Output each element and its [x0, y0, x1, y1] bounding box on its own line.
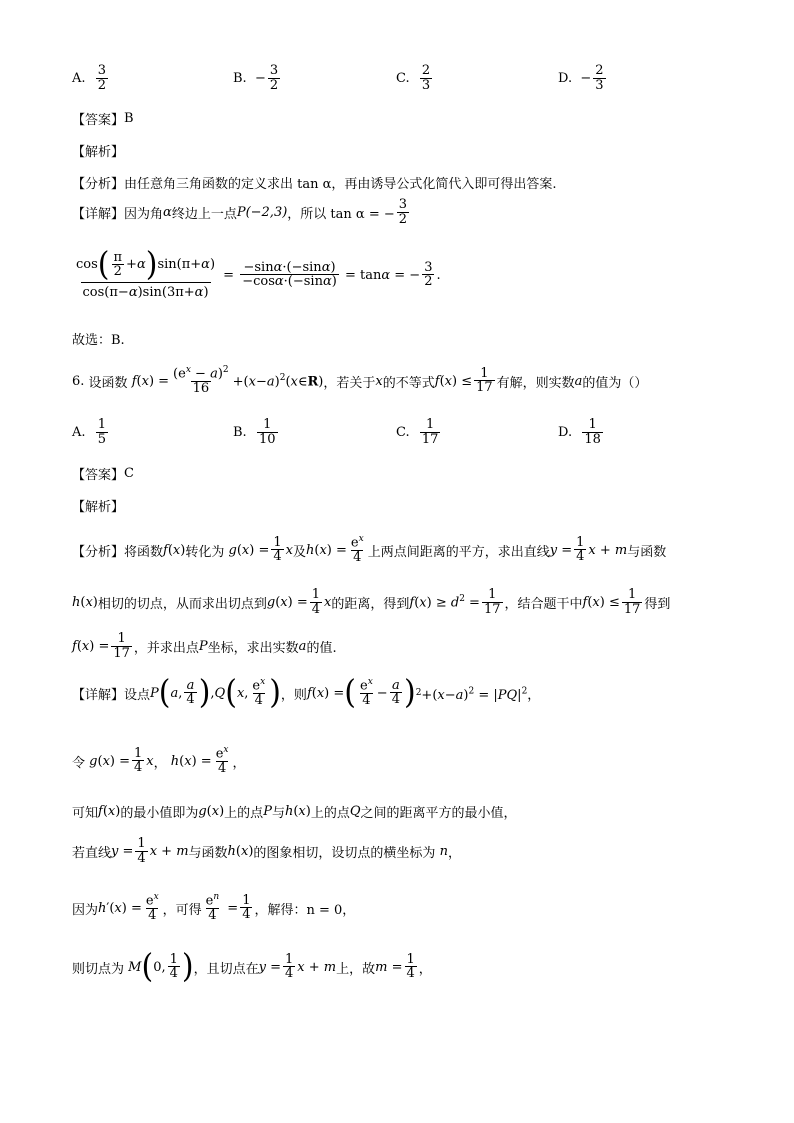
q6-option-a	[72, 418, 110, 447]
q6-ruo-line: 若直线 y = $\frac{1}{4}$ x + m 与函数 h ( x ) 的图象相切，设切点的横坐标为 n ，	[72, 836, 461, 866]
stem-text: 有解，则实数	[496, 375, 575, 391]
conclusion-text: 故选：B.	[72, 333, 125, 348]
ling-text: 令	[72, 755, 86, 771]
alpha-symbol: α	[163, 204, 172, 220]
kezhi-text: 上的点	[310, 806, 350, 821]
result-fraction: $\frac{3}{2}$	[424, 259, 433, 290]
q6-option-b	[233, 418, 280, 447]
ze-text: 则切点为	[72, 961, 125, 977]
fenxi-text: 由任意角三角函数的定义求出 tan α，再由诱导公式化简代入即可得出答案.	[124, 177, 557, 192]
q5-fenxi-line	[72, 173, 557, 192]
fenxi-text: 将函数	[124, 544, 164, 560]
option-letter: A.	[72, 70, 86, 86]
fenxi-text: 坐标，求出实数	[207, 640, 299, 656]
fenxi-text: 相切的切点，从而求出切点到	[97, 596, 267, 612]
function-fraction: $\frac{(e^x - a)^2}{16}$	[173, 365, 229, 396]
fenxi-text: ，结合题干中	[504, 596, 583, 612]
option-letter: B.	[233, 424, 247, 440]
q5-option-b	[233, 64, 282, 93]
fenxi-text: 及	[292, 544, 306, 560]
numerator: 1	[588, 417, 597, 432]
q5-xiangjie-line	[72, 198, 411, 227]
denominator: 17	[421, 431, 439, 447]
numerator: 1	[97, 417, 107, 432]
numerator: 1	[426, 417, 435, 432]
option-letter: B.	[233, 70, 247, 86]
denominator: 3	[421, 77, 431, 93]
option-fraction	[582, 418, 603, 447]
q5-conclusion	[72, 329, 125, 348]
denominator: 5	[97, 431, 107, 447]
answer-tag: 【答案】	[72, 468, 125, 483]
q5-option-d	[558, 64, 608, 93]
xiangjie-tag: 【详解】	[72, 206, 125, 222]
ruo-text: 与函数	[188, 845, 228, 861]
answer-tag: 【答案】	[72, 113, 125, 128]
ruo-text: 若直线	[72, 845, 112, 861]
fenxi-tag: 【分析】	[72, 177, 125, 192]
stem-text: 的值为（）	[582, 375, 648, 391]
fenxi-text: 上两点间距离的平方，求出直线	[367, 544, 550, 560]
ze-text: ，	[418, 961, 432, 977]
kezhi-text: 可知	[72, 806, 99, 821]
ze-text: 上，故	[336, 961, 376, 977]
option-fraction	[96, 64, 108, 93]
q6-option-c	[396, 418, 442, 447]
ruo-text: ，	[447, 845, 461, 861]
numerator: 3	[269, 63, 279, 78]
xiangjie-text: ，所以 tan α = −	[287, 206, 395, 222]
kezhi-text: 与	[271, 806, 285, 821]
option-letter: C.	[396, 70, 410, 86]
xiangjie-text: 因为角	[124, 206, 164, 222]
ruo-text: 的图象相切，设切点的横坐标为	[253, 845, 436, 861]
q6-ling-line: 令 g(x) = $\frac{1}{4}$ x ， h(x) = $\frac{e^x}{4}$ ，	[72, 745, 246, 776]
q5-option-c	[396, 64, 434, 93]
analysis-tag: 【解析】	[72, 500, 125, 515]
yinwei-text: ，可得	[162, 902, 202, 918]
q6-stem: 6. 设函数 f (x) = $\frac{(e^x - a)^2}{16}$ $+(x-a)^2(x\in R)$ ，若关于 x 的不等式 f(x) ≤ $\frac{1}{17}$ 有解，则实数 a 的值为（）	[72, 365, 648, 396]
mid-fraction: $\frac{-\sin\alpha\cdot(-\sin\alpha)}{-\cos\alpha\cdot(-\sin\alpha)}$	[242, 259, 337, 290]
q6-fenxi-line-1: 【分析】 将函数 f ( x ) 转化为 g(x) = $\frac{1}{4}$ x 及 h(x) = $\frac{e^x}{4}$ 上两点间距离的平方，求出直线 y = $\frac{1}{4}$ x + m 与函数	[72, 534, 667, 565]
stem-text: ，若关于	[323, 375, 376, 391]
fenxi-text: 的距离，得到	[331, 596, 410, 612]
option-fraction	[593, 64, 605, 93]
q5-equation: cos ( $\frac{\pi}{2}$ + α ) sin(π+ α ) cos(π−α)sin(3π+α) = $\frac{-\sin\alpha\cdot(-\sin\alpha)}{-\cos\alpha\cdot(-\sin\alpha)}$ = tanα = − $\frac{3}{2}$ .	[76, 245, 441, 300]
lhs-fraction: cos ( $\frac{\pi}{2}$ + α ) sin(π+ α ) cos(π−α)sin(3π+α)	[76, 245, 216, 300]
q6-ze-line: 则切点为 M ( 0, $\frac{1}{4}$ ) ，且切点在 y = $\frac{1}{4}$ x + m 上，故 m = $\frac{1}{4}$ ，	[72, 947, 432, 986]
q6-answer-line	[72, 464, 134, 483]
kezhi-text: 上的点	[224, 806, 264, 821]
yinwei-text: ，解得：	[254, 902, 307, 918]
option-letter: D.	[558, 424, 573, 440]
option-letter: D.	[558, 70, 573, 86]
q5-answer-line	[72, 109, 134, 128]
numerator: 1	[263, 417, 272, 432]
xiangjie-text: 终边上一点	[171, 206, 237, 222]
xiangjie-text: 设点	[124, 687, 151, 703]
q6-kezhi-line: 可知 f ( x ) 的最小值即为 g ( x ) 上的点 P 与 h ( x ) 上的点 Q 之间的距离平方的最小值，	[72, 804, 517, 821]
kezhi-text: 的最小值即为	[120, 806, 199, 821]
tan-fraction: $\frac{3}{2}$	[398, 197, 408, 227]
analysis-tag: 【解析】	[72, 145, 125, 160]
option-fraction	[420, 418, 441, 447]
kezhi-text: 之间的距离平方的最小值，	[360, 806, 517, 821]
fenxi-text: 的值.	[306, 640, 337, 656]
question-number: 6.	[72, 373, 85, 389]
xiangjie-text: ，则	[280, 687, 307, 703]
numerator: 2	[421, 63, 431, 78]
denominator: 3	[595, 77, 604, 93]
denominator: 2	[269, 77, 279, 93]
fenxi-text: 与函数	[627, 544, 667, 560]
option-letter: A.	[72, 424, 86, 440]
point-p: P(−2,3)	[236, 204, 288, 220]
inequality-fraction: $\frac{1}{17}$	[476, 365, 493, 396]
denominator: 2	[97, 77, 107, 93]
option-sign: −	[254, 70, 266, 86]
fenxi-tag: 【分析】	[72, 544, 125, 560]
q6-fenxi-line-2: h ( x ) 相切的切点，从而求出切点到 g(x) = $\frac{1}{4}$ x 的距离，得到 $f(x) \ge d^2$ = $\frac{1}{17}$ ，结合题干中 f(x) ≤ $\frac{1}{17}$ 得到	[72, 587, 671, 617]
fenxi-text: 得到	[644, 596, 671, 612]
numerator: 3	[97, 63, 107, 78]
denominator: 10	[258, 431, 276, 447]
option-letter: C.	[396, 424, 410, 440]
q6-yinwei-line: 因为 h′(x) = $\frac{e^x}{4}$ ，可得 $\frac{e^n}{4}$ = $\frac{1}{4}$ ，解得： n = 0，	[72, 892, 356, 923]
ze-text: ，且切点在	[193, 961, 259, 977]
q6-fenxi-line-3: f(x) = $\frac{1}{17}$ ，并求出点 P 坐标，求出实数 a 的值.	[72, 631, 337, 661]
stem-text: 设函数	[88, 375, 128, 391]
numerator: 2	[595, 63, 604, 78]
q5-option-a	[72, 64, 110, 93]
yinwei-text: 因为	[72, 902, 99, 918]
option-fraction	[420, 64, 432, 93]
option-sign: −	[580, 70, 592, 86]
option-fraction	[96, 418, 108, 447]
fenxi-text: 转化为	[185, 544, 225, 560]
n-value: n = 0，	[306, 902, 356, 918]
q5-analysis-tag	[72, 141, 124, 160]
denominator: 18	[584, 431, 601, 447]
q6-option-d	[558, 418, 605, 447]
answer-value: B	[124, 111, 134, 126]
xiangjie-tag: 【详解】	[72, 687, 125, 703]
option-fraction	[257, 418, 278, 447]
stem-text: 的不等式	[382, 375, 435, 391]
q6-analysis-tag	[72, 496, 124, 515]
option-fraction	[268, 64, 280, 93]
q6-xiangjie-line: 【详解】 设点 P ( a , $\frac{a}{4}$ ) , Q ( x , $\frac{e^x}{4}$ ) ，则 f(x) = ( $\frac{e^x}{4}$ − $\frac{a}{4}$ ) 2 $+(x-a)^2 = |PQ|^2$，	[72, 673, 541, 712]
fenxi-text: ，并求出点	[133, 640, 199, 656]
answer-value: C	[124, 466, 134, 481]
